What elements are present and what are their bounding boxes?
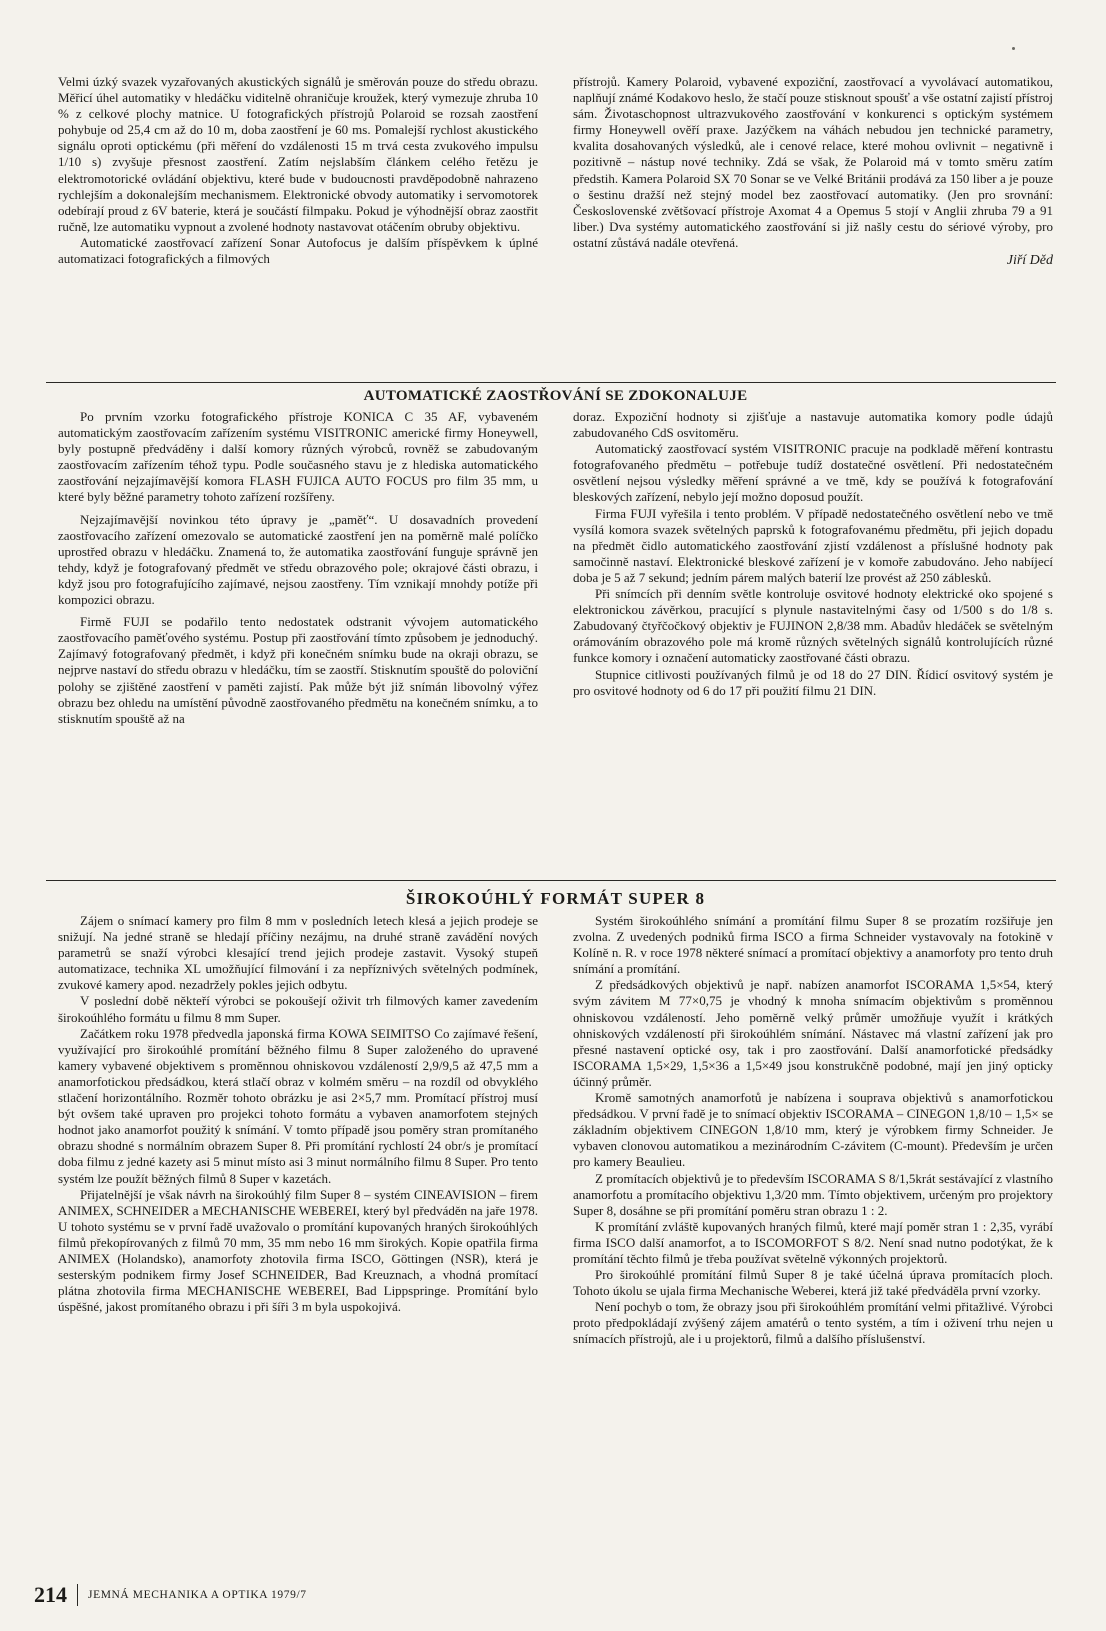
paragraph: Automatické zaostřovací zařízení Sonar Autofocus je dalším příspěvkem k úplné automatizaci fotografických a filmových xyxy=(58,234,538,267)
section-divider xyxy=(46,880,1056,881)
paragraph: Velmi úzký svazek vyzařovaných akustických signálů je směrován pouze do středu obrazu. Měřicí úhel automatiky v hledáčku viditelně ohraničuje kroužek, který vymezuje zhruba 10 % z celkové plochy matnice. U fotografických přístrojů Polaroid se rozsah zaostření pohybuje od 25,4 cm až do 10 m, doba zaostření je 60 ms. Pomalejší rychlost akustického signálu oproti optickému (při měření do vzdálenosti 15 m trvá cesta zvukového impulsu 1/10 s) zvyšuje přesnost zaostření. Zatím nejslabším článkem celého řetězu je elektromotorické ovládání objektivu, které bude v budoucnosti pravděpodobně nahrazeno rychlejším a dokonalejším mechanismem. Elektronické obvody automatiky i servomotorek odebírají proud z 6V baterie, která je součástí filmpaku. Pokud je výhodnější obraz zaostřit ručně, lze automatiku vypnout a zvolené hodnoty nastavovat otáčením obruby objektivu. xyxy=(58,74,538,234)
footer-separator xyxy=(77,1584,78,1606)
paragraph: Firmě FUJI se podařilo tento nedostatek odstranit vývojem automatického zaostřovacího paměťového systému. Postup při zaostřování tímto způsobem je jednoduchý. Zajímavý fotografovaný předmět, i když při konečném snímku bude na okraji obrazu, se nejprve nastaví do středu obrazu v hledáčku, tím se zaostří. Stisknutím spouště do poloviční polohy se zjištěné zaostření v paměti zajistí. Pak může být již snímán libovolný výřez obrazu bez ohledu na umístění původně zaostřovaného předmětu na konečném snímku, a to stisknutím spouště až na xyxy=(58,614,538,726)
page-number: 214 xyxy=(34,1582,67,1607)
paragraph: Po prvním vzorku fotografického přístroje KONICA C 35 AF, vybaveném automatickým zaostřovacím zařízením systému VISITRONIC americké firmy Honeywell, byly postupně předváděny i další komory různých výrobců, rovněž se zabudovaným zaostřovacím zařízením téhož typu. Podle současného stavu je z hlediska automatického zaostřování nejzajímavější komora FLASH FUJICA AUTO FOCUS pro film 35 mm, u které byly běžné parametry tohoto zařízení rozšířeny. xyxy=(58,409,538,505)
journal-title: JEMNÁ MECHANIKA A OPTIKA 1979/7 xyxy=(88,1589,307,1601)
article1-left-column xyxy=(58,74,538,269)
paragraph: Nejzajímavější novinkou této úpravy je „paměť“. U dosavadních provedení zaostřovacího zařízení omezovalo se automatické zaostření jen na poměrně malé políčko uprostřed obrazu v hledáčku. Znamená to, že automatika zaostřování funguje správně jen tehdy, když je fotografovaný předmět ve středu obrazového pole; okrajové části obrazu, i když jsou pro fotografujícího zajímavé, nejsou zaostřeny. Tím vznikají mnohdy potíže při kompozici obrazu. xyxy=(58,511,538,608)
article-title: ŠIROKOÚHLÝ FORMÁT SUPER 8 xyxy=(405,889,706,908)
paragraph: Firma FUJI vyřešila i tento problém. V případě nedostatečného osvětlení nebo ve tmě vysílá komora svazek světelných paprsků k fotografovanému předmětu, při jejich dopadu na předmět čidlo automatického zaostřování zjistí vzdálenost a příslušné hodnoty pak samočinně nastaví. Elektronické bleskové zařízení je v komoře zabudováno. Jeho nabíjecí doba je 5 až 7 sekund; jedním párem malých baterií lze provést až 250 záblesků. xyxy=(573,505,1053,585)
paragraph: Z promítacích objektivů je to především ISCORAMA S 8/1,5krát sestávající z vlastního anamorfotu a promítacího objektivu 1,3/20 mm. Tímto objektivem, určeným pro projektory Super 8, dosáhne se při promítání poměru stran obrazu 1 : 2. xyxy=(573,1170,1053,1218)
article3-left-column xyxy=(58,913,538,1348)
paragraph: Systém širokoúhlého snímání a promítání filmu Super 8 se prozatím rozšiřuje jen zvolna. Z uvedených podniků firma ISCO a firma Schneider vystavovaly na fotokině v Kolíně n. R. v roce 1978 některé snímací a promítací objektivy a anamorfoty pro tento druh snímání a promítání. xyxy=(573,913,1053,977)
paragraph: Přijatelnější je však návrh na širokoúhlý film Super 8 – systém CINEAVISION – firem ANIMEX, SCHNEIDER a MECHANISCHE WEBEREI, který byl předváděn na jaře 1978. U tohoto systému se v první řadě uvažovalo o promítání kupovaných hraných širokoúhlých filmů překopírovaných z filmů 70 mm, 35 mm nebo 16 mm širokých. Kopie opatřila firma ANIMEX (Holandsko), anamorfoty zhotovila firma ISCO, Göttingen (NSR), která je sesterským podnikem firmy Josef SCHNEIDER, Bad Kreuznach, a vhodná promítací plátna zhotovila firma MECHANISCHE WEBEREI, Bad Lippspringe. Promítání bylo úspěšné, jakost promítaného obrazu i při šíři 3 m byla uspokojivá. xyxy=(58,1186,538,1315)
paragraph: Automatický zaostřovací systém VISITRONIC pracuje na podkladě měření kontrastu fotografovaného předmětu – potřebuje tudíž dostatečné osvětlení. Při nedostatečném osvětlení nejsou výsledky měření správné a ve tmě, kdy se používá k fotografování bleskových zařízení, nebylo její možno doposud použít. xyxy=(573,441,1053,505)
paragraph: Z předsádkových objektivů je např. nabízen anamorfot ISCORAMA 1,5×54, který svým závitem M 77×0,75 je vhodný k mnoha snímacím objektivům s proměnnou ohniskovou vzdáleností. Jeho poměrně velký průměr umožňuje využít i krátkých ohniskových vzdáleností při širokoúhlém snímání. Nástavec má vlastní zařízení jak pro přesné nastavení optické osy, tak i pro zaostřování. Další anamorfotické předsádky ISCORAMA 1,5×29, 1,5×36 a 1,5×49 jsou konstrukčně podobné, mají jen jiný opticky účinný průměr. xyxy=(573,977,1053,1089)
article-sonar-autofocus xyxy=(58,74,1053,269)
paragraph: Pro širokoúhlé promítání filmů Super 8 je také účelná úprava promítacích ploch. Tohoto úkolu se ujala firma Mechanische Weberei, která již také předváděla první vzorky. xyxy=(573,1267,1053,1299)
paragraph: Při snímcích při denním světle kontroluje osvitové hodnoty elektrické oko spojené s elektronickou závěrkou, pracující s plynule nastavitelnými časy od 1/500 s do 1/8 s. Zabudovaný čtyřčočkový objektiv je FUJINON 2,8/38 mm. Abadův hledáček se světelným orámováním obrazového pole má kromě různých světelných signálů kontrolujících různé funkce komory i označení automaticky zaostřované části obrazu. xyxy=(573,586,1053,666)
paragraph: Stupnice citlivosti používaných filmů je od 18 do 27 DIN. Řídicí osvitový systém je pro osvitové hodnoty od 6 do 17 při použití filmu 21 DIN. xyxy=(573,666,1053,698)
article-title: AUTOMATICKÉ ZAOSTŘOVÁNÍ SE ZDOKONALUJE xyxy=(363,388,748,404)
paragraph: V poslední době někteří výrobci se pokoušejí oživit trh filmových kamer zavedením širokoúhlého formátu u filmu 8 mm Super. xyxy=(58,993,538,1025)
page-footer xyxy=(34,1582,307,1608)
paragraph: přístrojů. Kamery Polaroid, vybavené expoziční, zaostřovací a vyvolávací automatikou, naplňují známé Kodakovo heslo, že stačí pouze stisknout spoušť a vše ostatní zajistí přístroj sám. Životaschopnost ultrazvukového zaostřování v konkurenci s optickým systémem firmy Honeywell ověří praxe. Jazýčkem na váhách nebudou jen technické parametry, kvalita dosahovaných výsledků, ale i cenové relace, které mohou ovlivnit – negativně i pozitivně – nástup nové techniky. Zdá se však, že Polaroid má v tomto směru zatím předstih. Kamera Polaroid SX 70 Sonar se ve Velké Británii prodává za 150 liber a je pouze o šestinu dražší než stejný model bez zaostřovací automatiky. (Jen pro srovnání: Československé zvětšovací přístroje Axomat 4 a Opemus 5 stojí v Anglii zhruba 79 a 91 liber.) Dva systémy automatického zaostřování si již našly cestu do sériové výroby, pro ostatní zůstává nadále otevřená. xyxy=(573,74,1053,250)
paragraph: K promítání zvláště kupovaných hraných filmů, které mají poměr stran 1 : 2,35, vyrábí firma ISCO další anamorfot, a to ISCOMORFOT S 8/2. Není snad nutno podotýkat, že k promítání těchto filmů je třeba používat světelně výkonných projektorů. xyxy=(573,1218,1053,1266)
scan-speck xyxy=(1012,47,1015,50)
article1-right-column xyxy=(573,74,1053,269)
paragraph: Není pochyb o tom, že obrazy jsou při širokoúhlém promítání velmi přitažlivé. Výrobci proto předpokládají zvýšený zájem amatérů o tento systém, a tím i oživení trhu nejen u snímacích přístrojů, ale i u projektorů, filmů a dalšího příslušenství. xyxy=(573,1299,1053,1347)
author-signature: Jiří Děd xyxy=(1006,253,1053,269)
section-divider xyxy=(46,382,1056,383)
article3-right-column xyxy=(573,913,1053,1348)
paragraph: doraz. Expoziční hodnoty si zjišťuje a nastavuje automatika komory podle údajů zabudovaného CdS osvitoměru. xyxy=(573,409,1053,441)
article2-right-column xyxy=(573,409,1053,727)
article-autofocus xyxy=(58,388,1053,727)
paragraph: Začátkem roku 1978 předvedla japonská firma KOWA SEIMITSO Co zajímavé řešení, využívající pro širokoúhlé promítání běžného filmu 8 Super založeného do upravené kamery vybavené objektivem s proměnnou ohniskovou vzdáleností 2,9/9,5 až 47,5 mm a anamorfotickou předsádkou, která stlačí obraz v kolmém směru – na rozdíl od obvyklého stlačení horizontálního. Rozměr tohoto obrázku je asi 2×5,7 mm. Promítací přístroj musí být ovšem také upraven pro projekci tohoto formátu a vybaven anamorfotem stejných hodnot jako anamorfot použitý k snímání. V tomto případě jsou poměry stran promítaného obrazu shodné s normálním obrazem Super 8. Při promítání rychlostí 24 obr/s je promítací doba filmu z jedné kazety asi 5 minut místo asi 3 minut normálního filmu 8 Super. Pro tento systém lze použít běžných filmů 8 Super v kazetách. xyxy=(58,1025,538,1186)
paragraph: Kromě samotných anamorfotů je nabízena i souprava objektivů s anamorfotickou předsádkou. V první řadě je to snímací objektiv ISCORAMA – CINEGON 1,8/10 – 1,5× se základním objektivem CINEGON 1,8/10 mm, který je výrobkem firmy Schneider. Je vybaven clonovou automatikou a mezinárodním C-závitem (C-mount). Především je určen pro kamery Beaulieu. xyxy=(573,1090,1053,1170)
article-widescreen-super8 xyxy=(58,889,1053,1348)
article2-left-column xyxy=(58,409,538,727)
paragraph: Zájem o snímací kamery pro film 8 mm v posledních letech klesá a jejich prodeje se snižují. Na jedné straně se hledají příčiny nezájmu, na druhé straně zavádění nových parametrů se snaží výrobci klesající trend jejich prodeje zastavit. Vysoký stupeň automatizace, technika XL umožňující filmování i za nepříznivých světelných podmínek, zvukové kamery apod. nezadržely pokles jejich odbytu. xyxy=(58,913,538,993)
